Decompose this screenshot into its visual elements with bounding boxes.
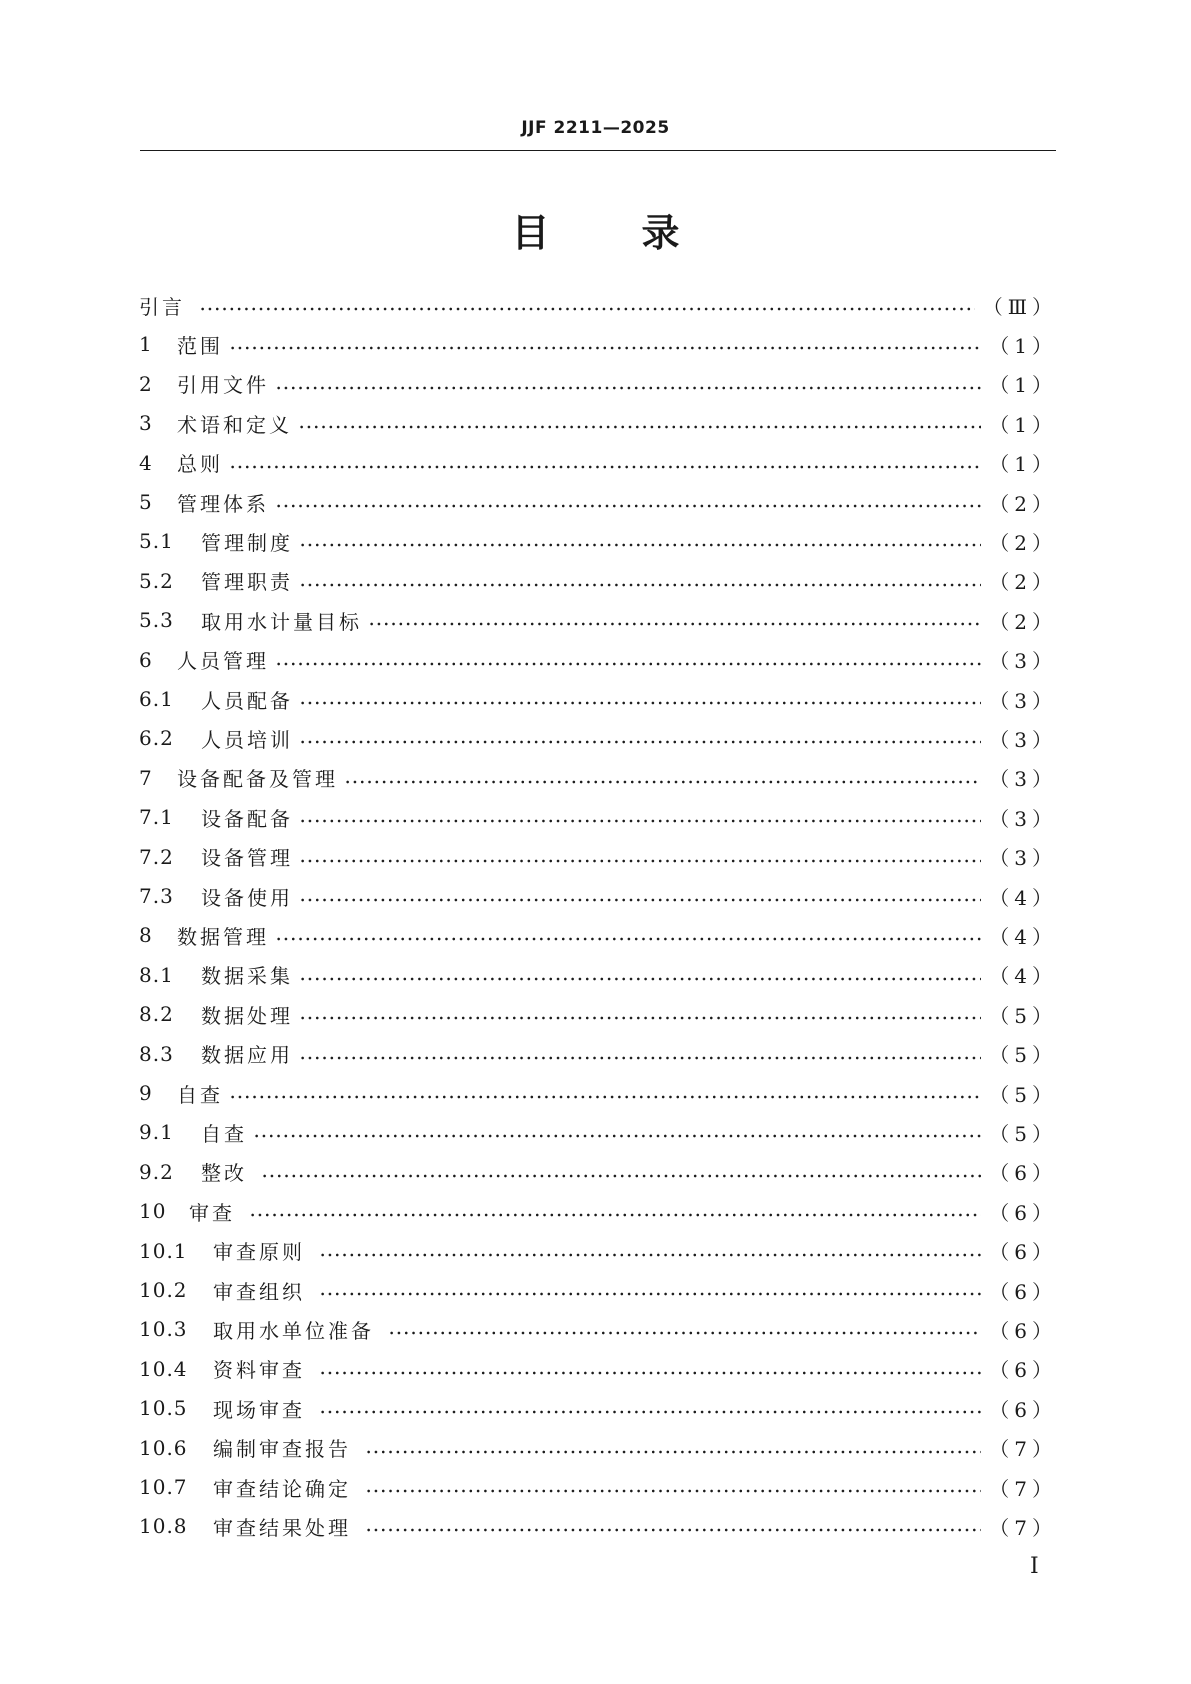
toc-entry[interactable] <box>139 800 1057 834</box>
toc-title <box>0 202 1191 257</box>
toc-entry[interactable] <box>139 1470 1057 1504</box>
toc-entry-label: 审查原则 <box>213 1240 305 1265</box>
toc-leader-dots <box>388 1331 981 1335</box>
toc-entry-label: 数据管理 <box>177 924 269 949</box>
toc-entry-number: 8.1 <box>139 962 174 987</box>
toc-entry-label: 编制审查报告 <box>213 1437 351 1462</box>
toc-leader-dots <box>319 1371 981 1375</box>
toc-entry[interactable] <box>139 367 1057 401</box>
toc-entry[interactable] <box>139 406 1057 440</box>
toc-entry[interactable] <box>139 1194 1057 1228</box>
toc-leader-dots <box>229 465 981 469</box>
toc-entry-number: 4 <box>139 450 153 475</box>
toc-entry-number: 7.2 <box>139 844 174 869</box>
toc-entry[interactable] <box>139 327 1057 361</box>
page-folio: Ⅰ <box>1030 1554 1039 1579</box>
toc-entry-number: 8.3 <box>139 1041 174 1066</box>
toc-leader-dots <box>319 1292 981 1296</box>
toc-leader-dots <box>261 1174 981 1178</box>
toc-entry[interactable] <box>139 1076 1057 1110</box>
toc-entry[interactable] <box>139 1115 1057 1149</box>
toc-entry-number: 6.2 <box>139 726 174 751</box>
toc-entry-label: 范围 <box>177 333 223 358</box>
toc-entry-number: 10.4 <box>139 1356 188 1381</box>
toc-leader-dots <box>299 898 981 902</box>
toc-leader-dots <box>275 662 981 666</box>
toc-leader-dots <box>365 1489 981 1493</box>
toc-entry-page: （3） <box>989 767 1057 792</box>
toc-entry-page: （2） <box>989 491 1057 516</box>
toc-entry-number: 10.6 <box>139 1435 188 1460</box>
toc-leader-dots <box>249 1213 981 1217</box>
toc-entry-number: 10.7 <box>139 1475 188 1499</box>
toc-entry-number: 5 <box>139 490 153 514</box>
toc-entry-page: （1） <box>989 412 1057 437</box>
toc-leader-dots <box>365 1450 981 1454</box>
toc-entry[interactable] <box>139 682 1057 716</box>
toc-leader-dots <box>275 504 981 508</box>
toc-entry-number: 7 <box>139 765 153 790</box>
toc-entry[interactable] <box>139 879 1057 913</box>
toc-entry-page: （5） <box>989 1121 1057 1146</box>
toc-entry[interactable] <box>139 1352 1057 1386</box>
toc-entry-label: 总则 <box>177 452 223 477</box>
toc-entry-page: （5） <box>989 1043 1057 1068</box>
toc-entry[interactable] <box>139 1391 1057 1425</box>
toc-entry-label: 人员培训 <box>201 727 293 752</box>
toc-entry-page: （3） <box>989 649 1057 674</box>
toc-entry[interactable] <box>139 485 1057 519</box>
toc-entry[interactable] <box>139 1037 1057 1071</box>
toc-entry-label: 术语和定义 <box>177 412 292 437</box>
toc-entry-page: （Ⅲ） <box>982 294 1057 319</box>
toc-leader-dots <box>299 583 981 587</box>
toc-entry-label: 取用水单位准备 <box>213 1318 374 1343</box>
toc-entry-page: （6） <box>989 1161 1057 1186</box>
toc-entry-number: 7.3 <box>139 884 174 908</box>
toc-entry-label: 管理制度 <box>201 530 293 555</box>
toc-leader-dots <box>275 937 981 941</box>
toc-entry[interactable] <box>139 288 1057 322</box>
toc-leader-dots <box>229 1095 981 1099</box>
toc-entry[interactable] <box>139 997 1057 1031</box>
toc-entry-number: 9 <box>139 1081 153 1105</box>
toc-entry-label: 设备配备及管理 <box>177 767 338 792</box>
toc-leader-dots <box>368 622 981 626</box>
toc-entry-number: 9.2 <box>139 1159 174 1184</box>
toc-entry[interactable] <box>139 1509 1057 1543</box>
toc-leader-dots <box>299 740 981 744</box>
toc-entry-page: （2） <box>989 530 1057 555</box>
toc-entry[interactable] <box>139 958 1057 992</box>
toc-entry-label: 整改 <box>201 1161 247 1186</box>
toc-entry-number: 3 <box>139 411 153 436</box>
toc-entry-label: 审查 <box>189 1200 235 1225</box>
header-rule <box>140 150 1056 151</box>
toc-entry-number: 10.8 <box>139 1514 188 1539</box>
toc-entry-page: （3） <box>989 846 1057 871</box>
toc-leader-dots <box>365 1528 981 1532</box>
toc-entry-page: （7） <box>989 1476 1057 1501</box>
toc-entry-number: 7.1 <box>139 805 174 830</box>
toc-entry[interactable] <box>139 643 1057 677</box>
toc-entry-page: （4） <box>989 964 1057 989</box>
toc-entry-label: 审查组织 <box>213 1279 305 1304</box>
toc-entry-page: （3） <box>989 806 1057 831</box>
toc-entry-page: （6） <box>989 1318 1057 1343</box>
toc-entry-label: 设备配备 <box>201 806 293 831</box>
toc-entry[interactable] <box>139 603 1057 637</box>
toc-entry-number: 10.3 <box>139 1317 188 1342</box>
toc-entry-page: （6） <box>989 1358 1057 1383</box>
toc-entry[interactable] <box>139 564 1057 598</box>
document-code-header: JJF 2211—2025 <box>521 118 670 138</box>
toc-leader-dots <box>319 1253 981 1257</box>
toc-entry-page: （7） <box>989 1437 1057 1462</box>
toc-entry[interactable] <box>139 1312 1057 1346</box>
toc-entry-page: （3） <box>989 688 1057 713</box>
toc-entry-number: 5.2 <box>139 568 174 593</box>
toc-entry-number: 10 <box>139 1199 167 1224</box>
toc-entry-page: （6） <box>989 1279 1057 1304</box>
toc-leader-dots <box>298 425 981 429</box>
toc-entry-label: 取用水计量目标 <box>201 609 362 634</box>
toc-entry[interactable] <box>139 446 1057 480</box>
toc-leader-dots <box>299 819 981 823</box>
toc-entry-label: 人员配备 <box>201 688 293 713</box>
toc-entry[interactable] <box>139 761 1057 795</box>
toc-entry-page: （6） <box>989 1200 1057 1225</box>
toc-leader-dots <box>229 346 981 350</box>
toc-entry[interactable] <box>139 1155 1057 1189</box>
toc-leader-dots <box>344 780 981 784</box>
toc-entry-number: 10.5 <box>139 1396 188 1421</box>
toc-entry-label: 引用文件 <box>177 373 269 398</box>
toc-entry-label: 数据应用 <box>201 1043 293 1068</box>
toc-entry-page: （6） <box>989 1397 1057 1422</box>
toc-entry-number: 6 <box>139 647 153 672</box>
toc-entry-page: （5） <box>989 1082 1057 1107</box>
toc-leader-dots <box>199 307 975 311</box>
toc-entry-page: （4） <box>989 885 1057 910</box>
toc-leader-dots <box>319 1410 981 1414</box>
toc-leader-dots <box>299 1056 981 1060</box>
toc-entry-number: 2 <box>139 371 153 396</box>
toc-entry-page: （2） <box>989 609 1057 634</box>
toc-entry-number: 8 <box>139 923 153 948</box>
toc-entry-number: 10.2 <box>139 1278 188 1302</box>
toc-entry-number: 9.1 <box>139 1120 174 1145</box>
toc-entry-label: 自查 <box>177 1082 223 1107</box>
toc-entry-label: 资料审查 <box>213 1358 305 1383</box>
toc-title-char-2: 录 <box>641 211 680 255</box>
toc-entry-label: 现场审查 <box>213 1397 305 1422</box>
toc-leader-dots <box>299 1016 981 1020</box>
toc-entry-label: 设备使用 <box>201 885 293 910</box>
toc-entry[interactable] <box>139 840 1057 874</box>
toc-entry-label: 审查结论确定 <box>213 1476 351 1501</box>
toc-title-char-1: 目 <box>511 211 550 255</box>
toc-entry[interactable] <box>139 1234 1057 1268</box>
toc-entry-label: 引言 <box>139 294 185 319</box>
toc-leader-dots <box>299 977 981 981</box>
toc-entry-label: 人员管理 <box>177 649 269 674</box>
toc-entry[interactable] <box>139 918 1057 952</box>
toc-entry[interactable] <box>139 524 1057 558</box>
toc-entry-page: （7） <box>989 1515 1057 1540</box>
toc-entry-label: 管理职责 <box>201 570 293 595</box>
toc-entry-page: （4） <box>989 924 1057 949</box>
toc-entry-number: 5.3 <box>139 608 174 633</box>
toc-leader-dots <box>253 1134 981 1138</box>
toc-entry-page: （2） <box>989 570 1057 595</box>
toc-entry[interactable] <box>139 1273 1057 1307</box>
toc-entry[interactable] <box>139 721 1057 755</box>
toc-entry-number: 8.2 <box>139 1002 174 1027</box>
toc-leader-dots <box>299 543 981 547</box>
toc-entry-label: 数据采集 <box>201 964 293 989</box>
toc-entry[interactable] <box>139 1431 1057 1465</box>
toc-entry-number: 6.1 <box>139 687 174 711</box>
toc-entry-number: 10.1 <box>139 1238 188 1263</box>
toc-leader-dots <box>275 386 981 390</box>
toc-entry-page: （1） <box>989 333 1057 358</box>
toc-entry-page: （5） <box>989 1003 1057 1028</box>
toc-entry-label: 审查结果处理 <box>213 1515 351 1540</box>
toc-leader-dots <box>299 859 981 863</box>
toc-entry-label: 管理体系 <box>177 491 269 516</box>
toc-entry-label: 自查 <box>201 1121 247 1146</box>
toc-entry-page: （1） <box>989 373 1057 398</box>
toc-entry-page: （6） <box>989 1240 1057 1265</box>
toc-entry-label: 数据处理 <box>201 1003 293 1028</box>
toc-entry-number: 5.1 <box>139 529 174 554</box>
toc-entry-page: （1） <box>989 452 1057 477</box>
toc-entry-label: 设备管理 <box>201 846 293 871</box>
toc-leader-dots <box>299 701 981 705</box>
toc-entry-page: （3） <box>989 727 1057 752</box>
toc-entry-number: 1 <box>139 332 153 357</box>
